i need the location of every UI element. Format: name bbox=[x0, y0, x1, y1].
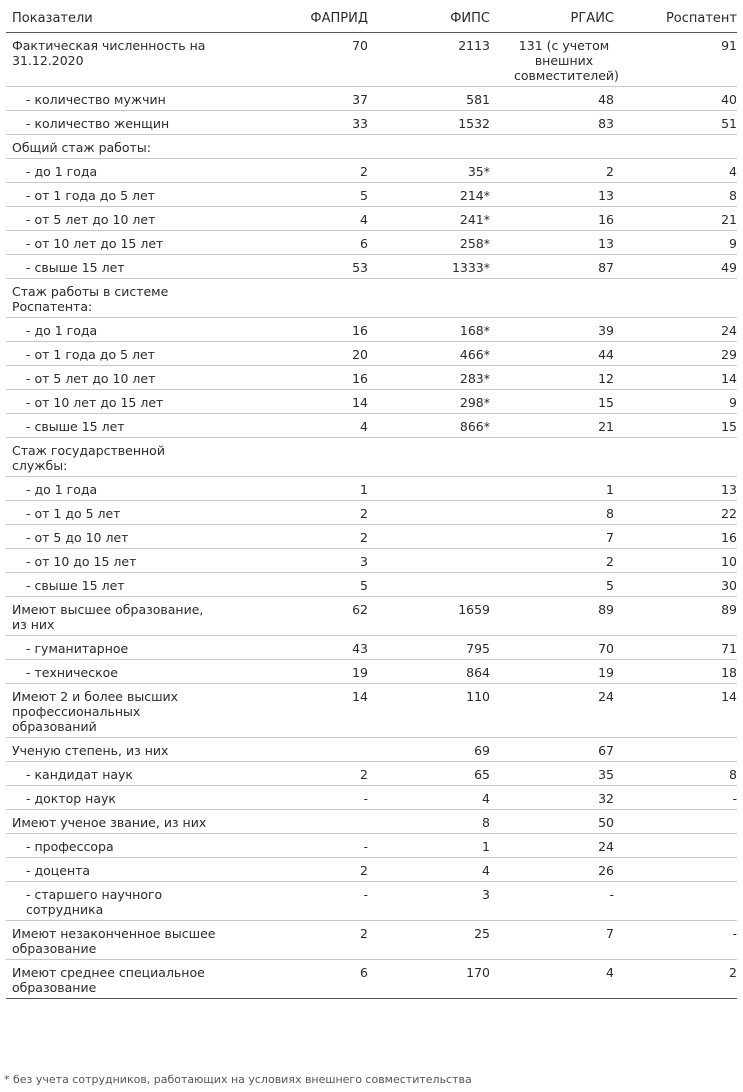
value-fips: 298* bbox=[368, 390, 490, 414]
value-fips: 864 bbox=[368, 660, 490, 684]
value-rgais: 67 bbox=[490, 738, 614, 762]
value-fips bbox=[368, 477, 490, 501]
table-row bbox=[6, 921, 737, 960]
value-rgais: 89 bbox=[490, 597, 614, 636]
value-fips bbox=[368, 525, 490, 549]
value-faprid bbox=[234, 438, 368, 477]
value-faprid: 19 bbox=[234, 660, 368, 684]
value-faprid: 2 bbox=[234, 525, 368, 549]
value-rospatent: 24 bbox=[614, 318, 737, 342]
value-rgais: 7 bbox=[490, 525, 614, 549]
table-row bbox=[6, 597, 737, 636]
table-row bbox=[6, 438, 737, 477]
value-faprid: 14 bbox=[234, 684, 368, 738]
value-rgais: 5 bbox=[490, 573, 614, 597]
value-rospatent: 13 bbox=[614, 477, 737, 501]
value-faprid bbox=[234, 279, 368, 318]
value-fips: 795 bbox=[368, 636, 490, 660]
row-label: Имеют высшее образование, из них bbox=[6, 597, 234, 636]
table-row bbox=[6, 135, 737, 159]
value-rospatent: 10 bbox=[614, 549, 737, 573]
table-row bbox=[6, 87, 737, 111]
table-row bbox=[6, 231, 737, 255]
row-label: - свыше 15 лет bbox=[6, 414, 234, 438]
value-fips: 1532 bbox=[368, 111, 490, 135]
table-row bbox=[6, 255, 737, 279]
value-rospatent: 14 bbox=[614, 366, 737, 390]
value-rgais: 32 bbox=[490, 786, 614, 810]
value-rgais: 19 bbox=[490, 660, 614, 684]
table-row bbox=[6, 477, 737, 501]
value-faprid: 16 bbox=[234, 366, 368, 390]
value-rospatent: 22 bbox=[614, 501, 737, 525]
value-rgais: 4 bbox=[490, 960, 614, 999]
value-fips: 214* bbox=[368, 183, 490, 207]
table-row bbox=[6, 318, 737, 342]
value-rgais: 15 bbox=[490, 390, 614, 414]
value-fips bbox=[368, 501, 490, 525]
row-label: - старшего научного сотрудника bbox=[6, 882, 234, 921]
value-faprid: 2 bbox=[234, 762, 368, 786]
value-fips: 3 bbox=[368, 882, 490, 921]
value-rospatent: 8 bbox=[614, 183, 737, 207]
value-faprid: 6 bbox=[234, 960, 368, 999]
table-row bbox=[6, 882, 737, 921]
table-row bbox=[6, 366, 737, 390]
value-rospatent: 8 bbox=[614, 762, 737, 786]
row-label: - от 1 года до 5 лет bbox=[6, 342, 234, 366]
row-label: - свыше 15 лет bbox=[6, 255, 234, 279]
row-label: - от 10 лет до 15 лет bbox=[6, 390, 234, 414]
value-rospatent: 18 bbox=[614, 660, 737, 684]
row-label: - до 1 года bbox=[6, 159, 234, 183]
value-fips: 581 bbox=[368, 87, 490, 111]
value-faprid: 16 bbox=[234, 318, 368, 342]
header-rospatent: Роспатент bbox=[614, 5, 737, 33]
row-label: - доцента bbox=[6, 858, 234, 882]
table-row bbox=[6, 786, 737, 810]
value-rospatent: 40 bbox=[614, 87, 737, 111]
value-rgais: 7 bbox=[490, 921, 614, 960]
row-label: Фактическая численность на 31.12.2020 bbox=[6, 33, 234, 87]
table-row bbox=[6, 762, 737, 786]
value-faprid: - bbox=[234, 834, 368, 858]
value-rospatent: 9 bbox=[614, 390, 737, 414]
value-faprid: 37 bbox=[234, 87, 368, 111]
value-rospatent: 9 bbox=[614, 231, 737, 255]
row-label: - профессора bbox=[6, 834, 234, 858]
table-body bbox=[6, 33, 737, 999]
value-faprid: 1 bbox=[234, 477, 368, 501]
value-faprid: 20 bbox=[234, 342, 368, 366]
value-rgais: 26 bbox=[490, 858, 614, 882]
value-fips bbox=[368, 573, 490, 597]
value-rospatent: 16 bbox=[614, 525, 737, 549]
row-label: Ученую степень, из них bbox=[6, 738, 234, 762]
value-fips: 2113 bbox=[368, 33, 490, 87]
value-rgais: 83 bbox=[490, 111, 614, 135]
table-row bbox=[6, 858, 737, 882]
table-row bbox=[6, 636, 737, 660]
value-faprid: 5 bbox=[234, 573, 368, 597]
value-fips: 866* bbox=[368, 414, 490, 438]
value-faprid: 14 bbox=[234, 390, 368, 414]
row-label: - от 10 лет до 15 лет bbox=[6, 231, 234, 255]
row-label: - от 1 до 5 лет bbox=[6, 501, 234, 525]
value-faprid bbox=[234, 810, 368, 834]
header-indicators: Показатели bbox=[6, 5, 234, 33]
header-fips: ФИПС bbox=[368, 5, 490, 33]
row-label: - кандидат наук bbox=[6, 762, 234, 786]
value-faprid: 53 bbox=[234, 255, 368, 279]
value-rgais bbox=[490, 33, 619, 87]
value-rgais: 8 bbox=[490, 501, 614, 525]
value-rgais: - bbox=[490, 882, 614, 921]
value-rospatent bbox=[614, 738, 737, 762]
value-fips: 1333* bbox=[368, 255, 490, 279]
table-row bbox=[6, 111, 737, 135]
value-faprid: 4 bbox=[234, 207, 368, 231]
value-rospatent: 91 bbox=[614, 33, 737, 87]
row-label: - количество женщин bbox=[6, 111, 234, 135]
value-faprid: 2 bbox=[234, 858, 368, 882]
value-faprid: 6 bbox=[234, 231, 368, 255]
value-rgais: 50 bbox=[490, 810, 614, 834]
value-rgais: 1 bbox=[490, 477, 614, 501]
value-rgais: 24 bbox=[490, 834, 614, 858]
table-row bbox=[6, 738, 737, 762]
row-label: Стаж государственной службы: bbox=[6, 438, 234, 477]
value-fips: 25 bbox=[368, 921, 490, 960]
value-fips: 69 bbox=[368, 738, 490, 762]
row-label: - от 1 года до 5 лет bbox=[6, 183, 234, 207]
value-rospatent bbox=[614, 858, 737, 882]
value-rospatent: 4 bbox=[614, 159, 737, 183]
row-label: Имеют ученое звание, из них bbox=[6, 810, 234, 834]
table-row bbox=[6, 159, 737, 183]
table-row bbox=[6, 834, 737, 858]
value-faprid: 43 bbox=[234, 636, 368, 660]
value-rgais: 70 bbox=[490, 636, 614, 660]
row-label: - гуманитарное bbox=[6, 636, 234, 660]
value-rgais: 35 bbox=[490, 762, 614, 786]
table-row bbox=[6, 33, 737, 87]
value-fips: 168* bbox=[368, 318, 490, 342]
value-rospatent: 14 bbox=[614, 684, 737, 738]
value-rospatent: - bbox=[614, 786, 737, 810]
value-fips: 241* bbox=[368, 207, 490, 231]
value-faprid bbox=[234, 738, 368, 762]
row-label: - свыше 15 лет bbox=[6, 573, 234, 597]
value-rospatent: 29 bbox=[614, 342, 737, 366]
row-label: - от 10 до 15 лет bbox=[6, 549, 234, 573]
value-rospatent: 21 bbox=[614, 207, 737, 231]
table-row bbox=[6, 549, 737, 573]
value-rospatent bbox=[614, 279, 737, 318]
value-rgais bbox=[490, 135, 614, 159]
table-row bbox=[6, 183, 737, 207]
table-header-row bbox=[6, 5, 737, 33]
value-rospatent bbox=[614, 882, 737, 921]
row-label: Имеют 2 и более высших профессиональных образований bbox=[6, 684, 234, 738]
rgais-note: 131 (с учетом внешних совместителей) bbox=[514, 38, 619, 83]
table-row bbox=[6, 684, 737, 738]
table-row bbox=[6, 390, 737, 414]
value-faprid: 3 bbox=[234, 549, 368, 573]
value-fips: 8 bbox=[368, 810, 490, 834]
value-fips: 4 bbox=[368, 786, 490, 810]
value-rospatent: - bbox=[614, 921, 737, 960]
value-rospatent: 30 bbox=[614, 573, 737, 597]
value-faprid: 5 bbox=[234, 183, 368, 207]
table-row bbox=[6, 573, 737, 597]
value-rgais bbox=[490, 438, 614, 477]
value-rospatent bbox=[614, 135, 737, 159]
value-faprid: 33 bbox=[234, 111, 368, 135]
value-rgais: 12 bbox=[490, 366, 614, 390]
value-rgais: 2 bbox=[490, 549, 614, 573]
value-rospatent: 71 bbox=[614, 636, 737, 660]
value-fips bbox=[368, 135, 490, 159]
value-rgais: 48 bbox=[490, 87, 614, 111]
value-rospatent: 49 bbox=[614, 255, 737, 279]
table-row bbox=[6, 960, 737, 999]
value-fips bbox=[368, 279, 490, 318]
value-rospatent: 51 bbox=[614, 111, 737, 135]
value-rgais: 24 bbox=[490, 684, 614, 738]
row-label: - от 5 лет до 10 лет bbox=[6, 366, 234, 390]
row-label: Имеют незаконченное высшее образование bbox=[6, 921, 234, 960]
table-row bbox=[6, 810, 737, 834]
value-rospatent bbox=[614, 810, 737, 834]
value-rgais bbox=[490, 279, 614, 318]
value-rospatent: 2 bbox=[614, 960, 737, 999]
value-faprid: 2 bbox=[234, 921, 368, 960]
row-label: - техническое bbox=[6, 660, 234, 684]
value-faprid: 2 bbox=[234, 501, 368, 525]
row-label: Общий стаж работы: bbox=[6, 135, 234, 159]
table-row bbox=[6, 501, 737, 525]
value-rospatent: 89 bbox=[614, 597, 737, 636]
value-fips: 258* bbox=[368, 231, 490, 255]
value-fips bbox=[368, 438, 490, 477]
value-fips: 110 bbox=[368, 684, 490, 738]
value-fips: 170 bbox=[368, 960, 490, 999]
value-faprid: 62 bbox=[234, 597, 368, 636]
value-fips: 1659 bbox=[368, 597, 490, 636]
value-rgais: 21 bbox=[490, 414, 614, 438]
table-row bbox=[6, 342, 737, 366]
value-faprid: 70 bbox=[234, 33, 368, 87]
value-rospatent: 15 bbox=[614, 414, 737, 438]
table-row bbox=[6, 525, 737, 549]
value-rgais: 16 bbox=[490, 207, 614, 231]
value-faprid: 4 bbox=[234, 414, 368, 438]
row-label: Имеют среднее специальное образование bbox=[6, 960, 234, 999]
staff-statistics-table bbox=[6, 5, 737, 999]
row-label: - до 1 года bbox=[6, 477, 234, 501]
value-faprid bbox=[234, 135, 368, 159]
value-rospatent bbox=[614, 438, 737, 477]
value-fips bbox=[368, 549, 490, 573]
row-label: - от 5 до 10 лет bbox=[6, 525, 234, 549]
header-faprid: ФАПРИД bbox=[234, 5, 368, 33]
value-fips: 35* bbox=[368, 159, 490, 183]
value-rgais: 44 bbox=[490, 342, 614, 366]
value-fips: 283* bbox=[368, 366, 490, 390]
value-rgais: 13 bbox=[490, 183, 614, 207]
value-faprid: - bbox=[234, 882, 368, 921]
row-label: - от 5 лет до 10 лет bbox=[6, 207, 234, 231]
value-fips: 65 bbox=[368, 762, 490, 786]
table-row bbox=[6, 414, 737, 438]
value-fips: 466* bbox=[368, 342, 490, 366]
row-label: Стаж работы в системе Роспатента: bbox=[6, 279, 234, 318]
table-row bbox=[6, 660, 737, 684]
value-fips: 1 bbox=[368, 834, 490, 858]
value-rgais: 87 bbox=[490, 255, 614, 279]
row-label: - количество мужчин bbox=[6, 87, 234, 111]
table-row bbox=[6, 279, 737, 318]
row-label: - до 1 года bbox=[6, 318, 234, 342]
footnote: * без учета сотрудников, работающих на условиях внешнего совместительства bbox=[4, 1073, 472, 1086]
value-rospatent bbox=[614, 834, 737, 858]
table-row bbox=[6, 207, 737, 231]
value-rgais: 2 bbox=[490, 159, 614, 183]
value-rgais: 39 bbox=[490, 318, 614, 342]
header-rgais: РГАИС bbox=[490, 5, 614, 33]
value-faprid: - bbox=[234, 786, 368, 810]
value-rgais: 13 bbox=[490, 231, 614, 255]
value-fips: 4 bbox=[368, 858, 490, 882]
value-faprid: 2 bbox=[234, 159, 368, 183]
row-label: - доктор наук bbox=[6, 786, 234, 810]
